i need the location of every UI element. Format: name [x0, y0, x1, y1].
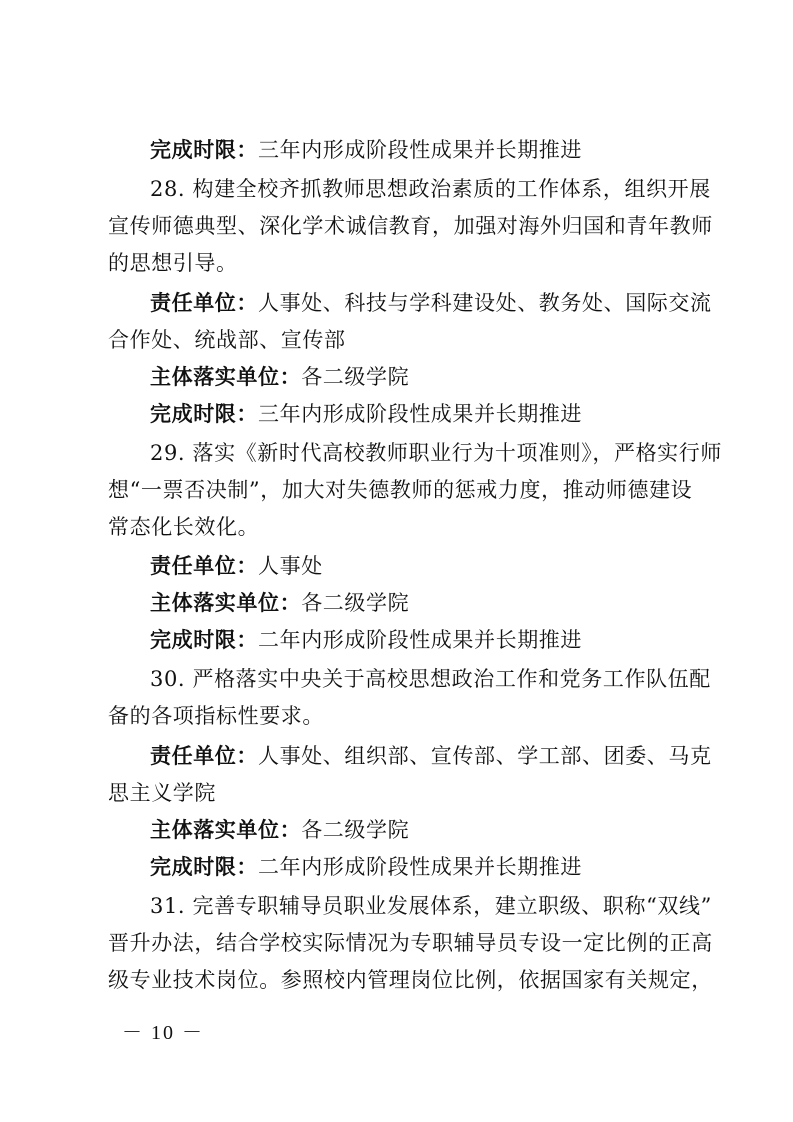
responsible-label: 责任单位：: [150, 744, 258, 768]
item-29-first-line: [150, 439, 740, 467]
responsible-text: 人事处: [258, 554, 323, 578]
deadline-label: 完成时限：: [150, 402, 258, 426]
implement-label: 主体落实单位：: [150, 591, 302, 615]
item-31-line: 级专业技术岗位。参照校内管理岗位比例，依据国家有关规定，: [108, 968, 713, 992]
responsible-label: 责任单位：: [150, 291, 258, 315]
deadline-text: 三年内形成阶段性成果并长期推进: [258, 402, 582, 426]
deadline-label: 完成时限：: [150, 628, 258, 652]
item-text: 完善专职辅导员职业发展体系，建立职级、职称“双线”: [192, 894, 712, 918]
deadline-text: 二年内形成阶段性成果并长期推进: [258, 855, 582, 879]
item-28-line: 宣传师德典型、深化学术诚信教育，加强对海外归国和青年教师: [108, 214, 713, 238]
implement-line: [150, 816, 740, 844]
item-29-line: 常态化长效化。: [108, 515, 260, 539]
item-text: 构建全校齐抓教师思想政治素质的工作体系，组织开展: [192, 177, 711, 201]
responsible-label: 责任单位：: [150, 554, 258, 578]
implement-text: 各二级学院: [301, 818, 410, 842]
item-31-line: 晋升办法，结合学校实际情况为专职辅导员专设一定比例的正高: [108, 931, 713, 955]
responsible-text: 人事处、组织部、宣传部、学工部、团委、马克: [258, 744, 712, 768]
implement-line: [150, 589, 740, 617]
item-31-first-line: [150, 892, 740, 920]
deadline-line: [150, 400, 740, 428]
item-30-first-line: [150, 665, 740, 693]
item-number: 29.: [150, 441, 186, 465]
item-number: 30.: [150, 667, 186, 691]
deadline-label: 完成时限：: [150, 138, 258, 162]
item-number: 28.: [150, 177, 186, 201]
item-30-line: 备的各项指标性要求。: [108, 704, 324, 728]
item-29-line: 想“一票否决制”，加大对失德教师的惩戒力度，推动师德建设: [108, 478, 693, 502]
deadline-line: [150, 136, 740, 164]
deadline-text: 二年内形成阶段性成果并长期推进: [258, 628, 582, 652]
page-number: － 10 －: [122, 1022, 204, 1044]
deadline-line: [150, 626, 740, 654]
item-28-line: 的思想引导。: [108, 251, 238, 275]
item-text: 严格落实中央关于高校思想政治工作和党务工作队伍配: [192, 667, 711, 691]
item-number: 31.: [150, 894, 186, 918]
implement-label: 主体落实单位：: [150, 365, 302, 389]
implement-text: 各二级学院: [301, 591, 410, 615]
deadline-text: 三年内形成阶段性成果并长期推进: [258, 138, 582, 162]
item-28-first-line: [150, 175, 740, 203]
deadline-label: 完成时限：: [150, 855, 258, 879]
item-text: 落实《新时代高校教师职业行为十项准则》，严格实行师: [192, 441, 722, 465]
implement-line: [150, 363, 740, 391]
responsible-line: [150, 742, 740, 770]
responsible-continued: 思主义学院: [108, 781, 216, 805]
deadline-line: [150, 853, 740, 881]
implement-label: 主体落实单位：: [150, 818, 302, 842]
implement-text: 各二级学院: [301, 365, 410, 389]
responsible-line: [150, 552, 740, 580]
responsible-continued: 合作处、统战部、宣传部: [108, 328, 346, 352]
responsible-text: 人事处、科技与学科建设处、教务处、国际交流: [258, 291, 712, 315]
responsible-line: [150, 289, 740, 317]
